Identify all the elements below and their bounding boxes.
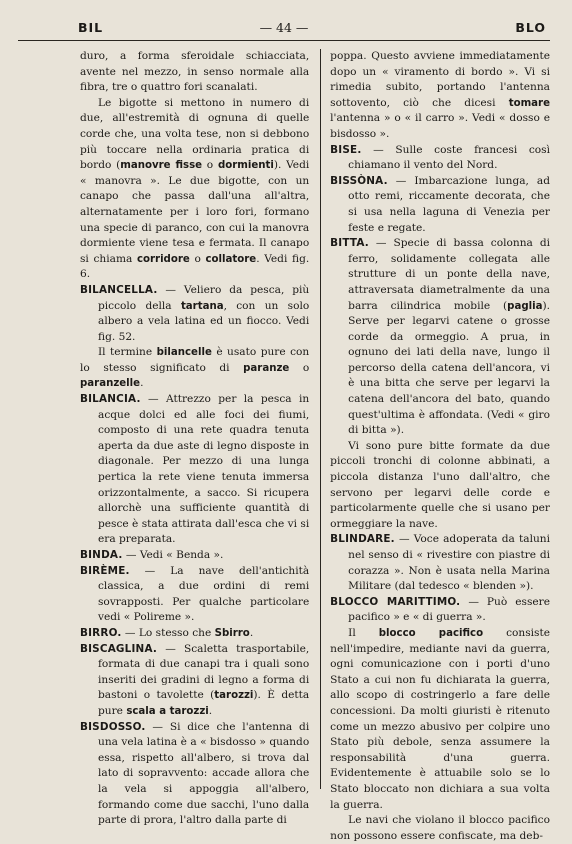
entry-bireme	[80, 564, 309, 626]
lemma: BILANCIA.	[80, 393, 141, 406]
text-run: poppa. Questo avviene immediatamente dopo un « viramento di bordo ». Vi si rimedia subito, portando l'antenna sottovento, ciò che dicesi	[330, 50, 550, 109]
text-run: — Specie di bassa colonna di ferro, solidamente collegata alle strutture di un ponte della nave, attraversata diametralmente da una barra cilindrica mobile (	[348, 237, 550, 312]
text-run: Il termine	[98, 346, 157, 359]
right-column	[330, 49, 550, 844]
paragraph-text: Le navi che violano il blocco pacifico non possono essere confiscate, ma deb-	[330, 814, 550, 842]
text-run: — Veliero da pesca, più piccolo della	[98, 283, 310, 312]
definition: — Si dice che l'antenna di una vela latina è a « bisdosso » quando essa, rispetto all'albero, si trova dal lato di sopravvento: accade allora che la vela si appoggia all'albero, formando come due sacchi, l'uno dalla parte di prora, l'altro dalla parte di	[98, 720, 310, 827]
paragraph	[330, 626, 550, 813]
term: dormienti	[217, 160, 274, 172]
term: bilancelle	[156, 347, 212, 359]
paragraph	[330, 813, 550, 844]
text-run: — Scaletta trasportabile, formata di due canapi tra i quali sono inseriti dei gradini di legno a forma di bastoni o tavolette (	[98, 642, 310, 702]
definition: — Imbarcazione lunga, ad otto remi, riccamente decorata, che si usa nella laguna di Venezia per feste e regate.	[348, 174, 550, 234]
paragraph	[330, 439, 550, 533]
entry-binda	[80, 548, 309, 564]
definition: — Vedi « Benda ».	[122, 549, 224, 561]
definition: — Sulle coste francesi così chiamano il vento del Nord.	[348, 143, 550, 172]
entry-bisdosso	[80, 720, 309, 829]
left-column	[80, 49, 309, 844]
lemma: BLINDARE.	[330, 533, 395, 546]
column-divider	[320, 49, 321, 789]
text-run: è usato pure con lo stesso significato di	[80, 346, 310, 374]
entry-bilancella	[80, 283, 309, 345]
entry-bise	[330, 143, 550, 174]
text-run: . Vedi fig. 6.	[80, 252, 310, 281]
header-left-guide-word: BIL	[78, 20, 104, 35]
text-run: o	[202, 159, 218, 172]
term: Sbirro	[214, 627, 250, 639]
text-run: .	[249, 626, 254, 639]
paragraph	[80, 49, 309, 96]
text-run: l'antenna » o « il carro ». Vedi « dosso e bisdosso ».	[330, 112, 550, 140]
text-run: consiste nell'impedire, mediante navi da guerra, ogni comunicazione con i porti d'uno Stato a cui non fu dichiarata la guerra, allo scopo di costringerlo a fare delle concessioni. Da molti giuristi è ritenuto come un mezzo abusivo per colpire uno Stato più debole, senza assumere la responsabilità d'una guerra. Evidentemente è attuabile solo se lo Stato bloccato non dichiara a sua volta la guerra.	[330, 626, 550, 811]
term: collatore	[205, 253, 257, 265]
entry-blocco-marittimo	[330, 595, 550, 626]
lemma: BLOCCO MARITTIMO.	[330, 595, 461, 608]
text-run: o	[289, 361, 310, 374]
lemma: BISDOSSO.	[80, 720, 146, 733]
header-right-guide-word: BLO	[515, 20, 546, 35]
entry-biscaglina	[80, 642, 309, 720]
term: tartana	[180, 300, 224, 312]
text-run: Il	[348, 626, 379, 639]
lemma: BITTA.	[330, 237, 369, 250]
text-run: .	[208, 704, 213, 717]
term: blocco pacifico	[378, 627, 484, 639]
term: scala a tarozzi	[126, 705, 209, 717]
paragraph	[80, 345, 309, 392]
text-run: , con un solo albero a vela latina ed un fiocco. Vedi fig. 52.	[98, 299, 310, 343]
definition: — Voce adoperata da taluni nel senso di « rivestire con piastre di corazza ». Non è usata nella Marina Militare (dal tedesco « blenden »).	[348, 533, 550, 593]
entry-bissona	[330, 174, 550, 236]
definition: — Attrezzo per la pesca in acque dolci ed alle foci dei fiumi, composto di una rete quadra tenuta aperta da due aste di legno disposte in diagonale. Per mezzo di una lunga pertica la rete viene tenuta immersa orizzontalmente, a sacco. Si ricupera allorchè una sufficiente quantità di pesce è stata attirata dall'esca che vi si era preparata.	[98, 393, 310, 546]
paragraph	[330, 49, 550, 143]
lemma: BIRRO.	[80, 626, 122, 639]
page-number: — 44 —	[259, 20, 309, 35]
entry-bilancia	[80, 392, 309, 548]
text-run: — Lo stesso che	[121, 626, 215, 639]
lemma: BISE.	[330, 143, 362, 156]
term: corridore	[136, 253, 190, 265]
paragraph-text: Vi sono pure bitte formate da due piccoli tronchi di colonne abbinati, a piccola distanza l'uno dall'altro, che servono per legarvi delle corde e particolarmente quelle che si usano per ormeggiare la nave.	[330, 439, 550, 530]
definition: — Può essere pacifico » e « di guerra ».	[348, 595, 550, 624]
term: tarozzi	[214, 690, 254, 702]
text-run: .	[140, 377, 144, 390]
text-run: o	[189, 252, 206, 265]
entry-blindare	[330, 532, 550, 594]
entry-birro	[80, 626, 309, 642]
term: manovre fisse	[120, 160, 203, 172]
two-column-body	[18, 49, 550, 844]
lemma: BILANCELLA.	[80, 283, 158, 296]
definition: — La nave dell'antichità classica, a due ordini di remi sovrapposti. Per qualche particolare vedi « Polireme ».	[98, 564, 310, 624]
term: paranzelle	[80, 378, 141, 390]
lemma: BISCAGLINA.	[80, 642, 158, 655]
lemma: BINDA.	[80, 549, 123, 561]
text-run: ). Vedi « manovra ». Le due bigotte, con un canapo che passa dall'una all'altra, alternatamente per i loro fori, formano una specie di paranco, con cui la manovra dormiente viene tesa e fermata. Il canapo si chiama	[80, 159, 310, 265]
term: paglia	[507, 300, 543, 312]
text-run: ). È detta pure	[98, 689, 310, 717]
term: tomare	[508, 97, 550, 109]
running-header	[18, 16, 550, 41]
term: paranze	[243, 362, 290, 374]
text-run: ). Serve per legarvi catene o grosse corde da ormeggio. A prua, in ognuno dei lati della nave, lungo il percorso della catena dell'ancora, vi è una bitta che serve per legarvi la catena dell'ancora del bato, quando quest'ultima è affondata. (Vedi « giro di bitta »).	[348, 299, 550, 437]
lemma: BIRÈME.	[80, 564, 130, 577]
entry-bitta	[330, 236, 550, 439]
paragraph	[80, 96, 309, 283]
text-run: Le bigotte si mettono in numero di due, all'estremità di ognuna di quelle corde che, una volta tese, non si debbono più toccare nella ordinaria pratica di bordo (	[80, 96, 310, 172]
lemma: BISSÒNA.	[330, 174, 388, 187]
paragraph-text: duro, a forma sferoidale schiacciata, avente nel mezzo, in senso normale alla fibra, tre o quattro fori scanalati.	[80, 50, 310, 94]
